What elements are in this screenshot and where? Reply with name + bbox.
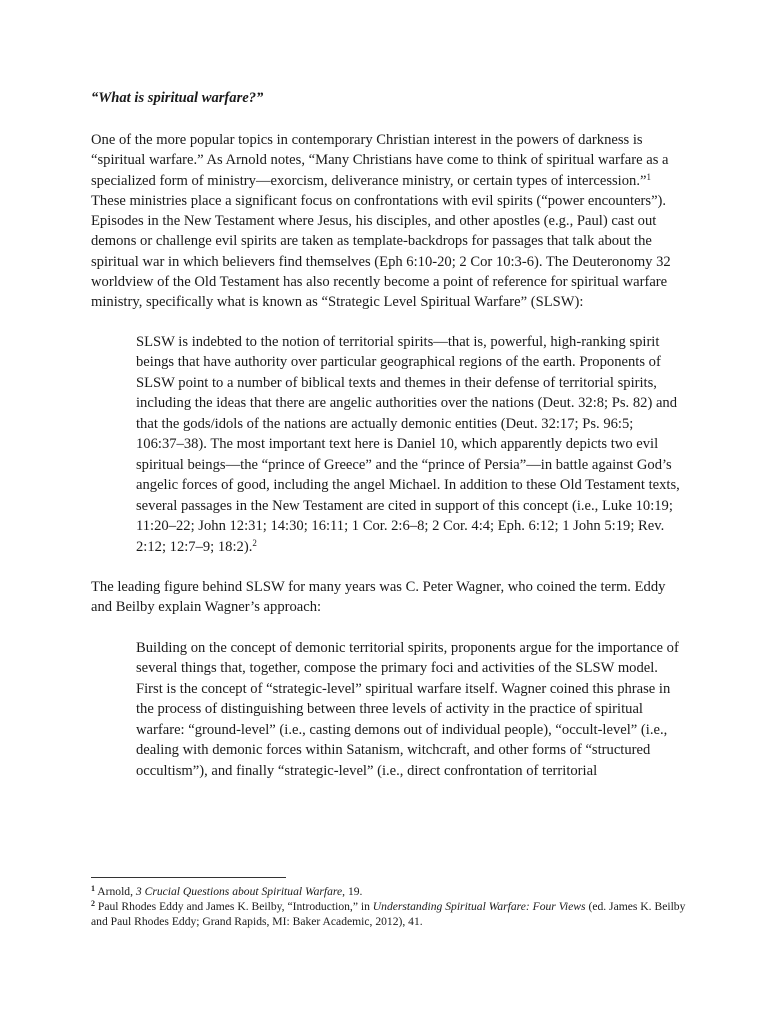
block-quote-slsw bbox=[136, 332, 681, 558]
footnotes bbox=[91, 884, 691, 929]
footnote-text: (ed. James K. Beilby and Paul Rhodes Eddy; Grand Rapids, MI: Baker Academic, 2012), 41. bbox=[91, 900, 686, 928]
block-quote-slsw-text: SLSW is indebted to the notion of territorial spirits—that is, powerful, high-ranking spirit beings that have authority over particular geographical regions of the earth. Proponents of SLSW point to a number of biblical texts and themes in their defense of territorial spirits, including the ideas that there are angelic authorities over the nations (Deut. 32:8; Ps. 82) and that the gods/idols of the nations are actually demonic entities (Deut. 32:17; Ps. 96:5; 106:37–38). The most important text here is Daniel 10, which apparently depicts two evil spiritual beings—the “prince of Greece” and the “prince of Persia”—in battle against God’s angelic forces of good, including the angel Michael. In addition to these Old Testament texts, several passages in the New Testament are cited in support of this concept (i.e., Luke 10:19; 11:20–22; John 12:31; 14:30; 16:11; 1 Cor. 2:6–8; 2 Cor. 4:4; Eph. 6:12; 1 John 5:19; Rev. 2:12; 12:7–9; 18:2). bbox=[136, 333, 680, 555]
paragraph-intro-text-cont: These ministries place a significant focus on confrontations with evil spirits (“power encounters”). Episodes in the New Testament where Jesus, his disciples, and other apostles (e.g., Paul) cast out demons or challenge evil spirits are taken as template-backdrops for passages that talk about the spiritual war in which believers find themselves (Eph 6:10-20; 2 Cor 10:3-6). The Deuteronomy 32 worldview of the Old Testament has also recently become a point of reference for spiritual warfare ministry, specifically what is known as “Strategic Level Spiritual Warfare” (SLSW): bbox=[91, 192, 671, 311]
footnote-number: 2 bbox=[91, 899, 95, 908]
paragraph-intro-text: One of the more popular topics in contemporary Christian interest in the powers of darkness is “spiritual warfare.” As Arnold notes, “Many Christians have come to think of spiritual warfare as a specialized form of ministry—exorcism, deliverance ministry, or certain types of intercession.” bbox=[91, 132, 669, 189]
block-quote-eddy-beilby: Building on the concept of demonic territorial spirits, proponents argue for the importance of several things that, together, compose the primary foci and activities of the SLSW model. First is the concept of “strategic-level” spiritual warfare itself. Wagner coined this phrase in the process of distinguishing between three levels of activity in the practice of spiritual warfare: “ground-level” (i.e., casting demons out of individual people), “occult-level” (i.e., dealing with demonic forces within Satanism, witchcraft, and other forms of “structured occultism”), and finally “strategic-level” (i.e., direct confrontation of territorial bbox=[136, 639, 679, 779]
footnote-divider bbox=[91, 877, 286, 878]
footnote-text: , 19. bbox=[342, 885, 363, 898]
paragraph-intro bbox=[91, 130, 681, 313]
footnote-text: Arnold, bbox=[95, 885, 136, 898]
footnote-ref-1[interactable]: 1 bbox=[646, 171, 651, 182]
footnote-title: Understanding Spiritual Warfare: Four Views bbox=[372, 900, 586, 913]
document-page bbox=[91, 88, 681, 781]
footnote-2 bbox=[91, 899, 691, 929]
footnote-1 bbox=[91, 884, 691, 899]
footnote-text: Paul Rhodes Eddy and James K. Beilby, “Introduction,” in bbox=[95, 900, 373, 913]
paragraph-wagner: The leading figure behind SLSW for many years was C. Peter Wagner, who coined the term. Eddy and Beilby explain Wagner’s approach: bbox=[91, 579, 666, 616]
section-heading: “What is spiritual warfare?” bbox=[91, 90, 264, 106]
footnote-number: 1 bbox=[91, 884, 95, 893]
footnote-ref-2[interactable]: 2 bbox=[252, 537, 257, 548]
footnote-title: 3 Crucial Questions about Spiritual Warfare bbox=[135, 885, 343, 898]
